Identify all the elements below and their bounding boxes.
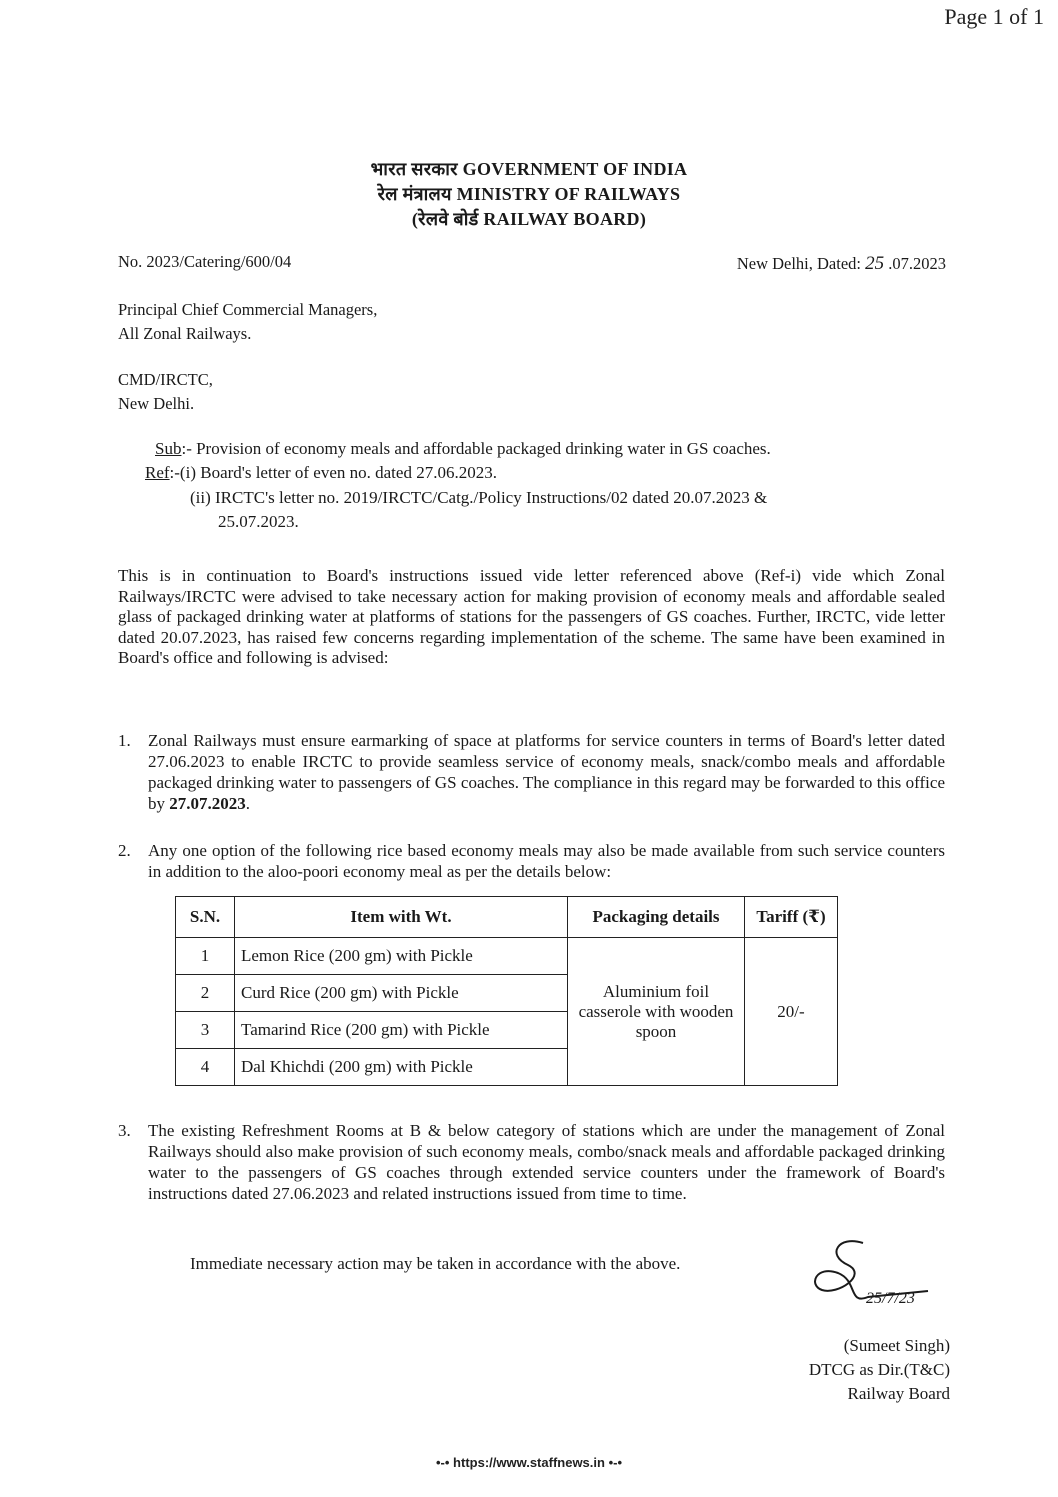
cell-sn: 4 [176, 1049, 235, 1086]
point-tail: . [245, 794, 250, 813]
reference-text: :-(i) Board's letter of even no. dated 27.06.2023. [169, 463, 497, 482]
column-header: Tariff (₹) [745, 897, 838, 938]
signature-date: 25/7/23 [866, 1290, 915, 1307]
intro-paragraph: This is in continuation to Board's instructions issued vide letter referenced above (Ref-i) vide which Zonal Railways/IRCTC were advised to take necessary action for making provision of economy meals and affordable sealed glass of packaged drinking water at platforms of stations for the passengers of GS coaches. Further, IRCTC, vide letter dated 20.07.2023, has raised few concerns regarding implementation of the scheme. The same have been examined in Board's office and following is advised: [118, 566, 945, 667]
cell-sn: 2 [176, 975, 235, 1012]
column-header: S.N. [176, 897, 235, 938]
reference-line: (ii) IRCTC's letter no. 2019/IRCTC/Catg./Policy Instructions/02 dated 20.07.2023 & [190, 488, 768, 507]
cell-sn: 3 [176, 1012, 235, 1049]
addressee-line: All Zonal Railways. [118, 324, 252, 343]
addressee-line: Principal Chief Commercial Managers, [118, 300, 378, 319]
date-prefix: New Delhi, Dated: [736, 254, 866, 273]
reference-number: No. 2023/Catering/600/04 [118, 252, 292, 271]
table-header-row [176, 897, 838, 938]
page-indicator: Page 1 of 1 [944, 4, 1044, 29]
point-2 [118, 840, 945, 882]
letterhead [0, 157, 1058, 232]
date-suffix: .07.2023 [884, 254, 946, 273]
addressee-pccm [118, 298, 377, 346]
point-1 [118, 730, 945, 814]
subject-text: :- Provision of economy meals and affordable packaged drinking water in GS coaches. [181, 439, 771, 458]
reference-line: 25.07.2023. [218, 512, 299, 531]
cell-item: Tamarind Rice (200 gm) with Pickle [235, 1012, 568, 1049]
signatory-block [809, 1334, 950, 1406]
cell-tariff: 20/- [745, 938, 838, 1086]
point-3 [118, 1120, 945, 1204]
addressee-line: New Delhi. [118, 394, 195, 413]
cell-item: Lemon Rice (200 gm) with Pickle [235, 938, 568, 975]
signature [808, 1235, 948, 1315]
addressee-line: CMD/IRCTC, [118, 370, 213, 389]
table-row [176, 938, 838, 975]
closing-line: Immediate necessary action may be taken in accordance with the above. [190, 1254, 681, 1273]
point-text: Zonal Railways must ensure earmarking of space at platforms for service counters in terms of Board's letter dated 27.06.2023 to enable IRCTC to provide seamless service of economy meals, snack/combo meals and affordable packaged drinking water to passengers of GS coaches. The compliance in this regard may be forwarded to this office by [148, 731, 945, 813]
cell-sn: 1 [176, 938, 235, 975]
addressee-irctc [118, 368, 213, 416]
reference-line [145, 461, 497, 485]
subject-label: Sub [155, 439, 182, 458]
point-number: 2. [118, 841, 131, 860]
point-text: Any one option of the following rice based economy meals may also be made available from such service counters in addition to the aloo-poori economy meal as per the details below: [148, 841, 945, 881]
reference-label: Ref [145, 463, 170, 482]
meals-table [175, 896, 838, 1086]
signatory-designation: DTCG as Dir.(T&C) [808, 1360, 950, 1379]
letterhead-line: भारत सरकार GOVERNMENT OF INDIA [370, 159, 688, 179]
letter-date [737, 252, 946, 276]
point-text: The existing Refreshment Rooms at B & below category of stations which are under the management of Zonal Railways should also make provision of such economy meals, combo/snack meals and affordable packaged drinking water to the passengers of GS coaches through extended service counters under the framework of Board's instructions dated 27.06.2023 and related instructions issued from time to time. [148, 1121, 945, 1203]
letterhead-line: रेल मंत्रालय MINISTRY OF RAILWAYS [377, 184, 681, 204]
column-header: Item with Wt. [235, 897, 568, 938]
column-header: Packaging details [568, 897, 745, 938]
cell-packaging: Aluminium foil casserole with wooden spoon [568, 938, 745, 1086]
cell-item: Curd Rice (200 gm) with Pickle [235, 975, 568, 1012]
date-handwritten: 25 [865, 253, 885, 274]
point-number: 1. [118, 731, 131, 750]
signatory-office: Railway Board [847, 1384, 950, 1403]
cell-item: Dal Khichdi (200 gm) with Pickle [235, 1049, 568, 1086]
signatory-name: (Sumeet Singh) [843, 1336, 950, 1355]
letterhead-line: (रेलवे बोर्ड RAILWAY BOARD) [411, 209, 647, 229]
subject-line [155, 437, 771, 461]
footer-url: •-• https://www.staffnews.in •-• [436, 1455, 622, 1470]
deadline-date: 27.07.2023 [169, 794, 246, 813]
point-number: 3. [118, 1121, 131, 1140]
